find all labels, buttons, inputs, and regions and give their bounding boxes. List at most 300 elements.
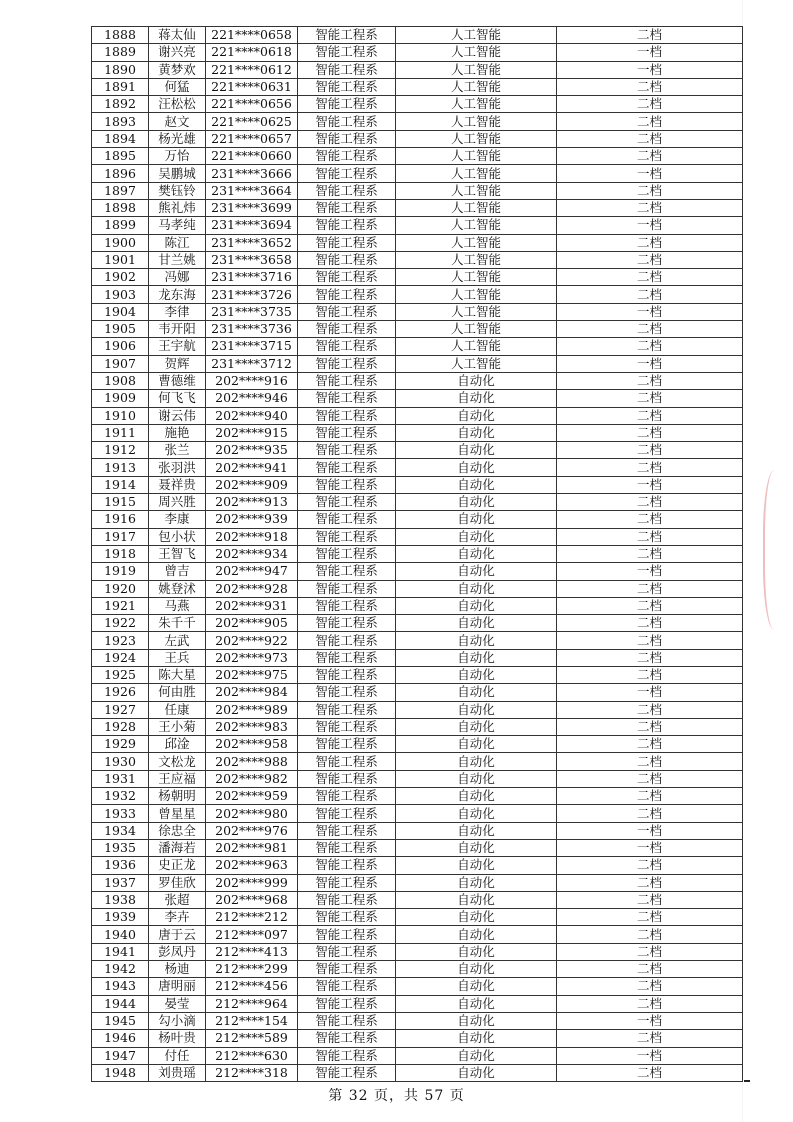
serial-number-cell: 1901 [92, 251, 149, 268]
department-cell: 智能工程系 [298, 130, 396, 147]
student-id-cell: 221****0625 [206, 113, 298, 130]
major-cell: 自动化 [396, 943, 557, 960]
major-cell: 人工智能 [396, 286, 557, 303]
table-row [92, 407, 743, 424]
table-row [92, 943, 743, 960]
student-id-cell: 202****934 [206, 545, 298, 562]
major-cell: 自动化 [396, 891, 557, 908]
grade-level-cell: 二档 [557, 909, 743, 926]
grade-level-cell: 二档 [557, 597, 743, 614]
table-row [92, 1064, 743, 1081]
table-row [92, 424, 743, 441]
major-cell: 人工智能 [396, 148, 557, 165]
grade-level-cell: 二档 [557, 545, 743, 562]
grade-level-cell: 二档 [557, 234, 743, 251]
grade-level-cell: 二档 [557, 632, 743, 649]
grade-level-cell: 二档 [557, 857, 743, 874]
serial-number-cell: 1888 [92, 27, 149, 44]
serial-number-cell: 1913 [92, 459, 149, 476]
table-row [92, 234, 743, 251]
student-id-cell: 202****916 [206, 372, 298, 389]
serial-number-cell: 1925 [92, 666, 149, 683]
page-number-footer: 第 32 页，共 57 页 [328, 1088, 465, 1104]
student-id-cell: 231****3652 [206, 234, 298, 251]
major-cell: 自动化 [396, 442, 557, 459]
grade-level-cell: 二档 [557, 511, 743, 528]
department-cell: 智能工程系 [298, 442, 396, 459]
department-cell: 智能工程系 [298, 978, 396, 995]
grade-level-cell: 二档 [557, 649, 743, 666]
table-row [92, 839, 743, 856]
department-cell: 智能工程系 [298, 61, 396, 78]
serial-number-cell: 1943 [92, 978, 149, 995]
major-cell: 人工智能 [396, 321, 557, 338]
table-row [92, 494, 743, 511]
major-cell: 自动化 [396, 476, 557, 493]
grade-level-cell: 二档 [557, 130, 743, 147]
serial-number-cell: 1891 [92, 78, 149, 95]
student-id-cell: 231****3726 [206, 286, 298, 303]
serial-number-cell: 1907 [92, 355, 149, 372]
student-name-cell: 唐明丽 [149, 978, 206, 995]
student-name-cell: 杨光雄 [149, 130, 206, 147]
student-id-cell: 202****935 [206, 442, 298, 459]
student-id-cell: 202****983 [206, 718, 298, 735]
major-cell: 自动化 [396, 563, 557, 580]
grade-level-cell: 二档 [557, 113, 743, 130]
student-name-cell: 包小状 [149, 528, 206, 545]
student-name-cell: 杨叶贵 [149, 1030, 206, 1047]
student-name-cell: 何猛 [149, 78, 206, 95]
grade-level-cell: 二档 [557, 961, 743, 978]
table-row [92, 545, 743, 562]
student-id-cell: 231****3736 [206, 321, 298, 338]
grade-level-cell: 二档 [557, 96, 743, 113]
student-name-cell: 王兵 [149, 649, 206, 666]
major-cell: 人工智能 [396, 303, 557, 320]
grade-level-cell: 二档 [557, 372, 743, 389]
grade-level-cell: 一档 [557, 355, 743, 372]
student-id-cell: 202****909 [206, 476, 298, 493]
grade-level-cell: 二档 [557, 978, 743, 995]
department-cell: 智能工程系 [298, 251, 396, 268]
department-cell: 智能工程系 [298, 182, 396, 199]
serial-number-cell: 1946 [92, 1030, 149, 1047]
serial-number-cell: 1890 [92, 61, 149, 78]
grade-level-cell: 一档 [557, 1012, 743, 1029]
student-id-cell: 231****3658 [206, 251, 298, 268]
student-id-cell: 202****915 [206, 424, 298, 441]
major-cell: 人工智能 [396, 78, 557, 95]
student-name-cell: 谢云伟 [149, 407, 206, 424]
department-cell: 智能工程系 [298, 1064, 396, 1081]
table-row [92, 165, 743, 182]
student-id-cell: 221****0612 [206, 61, 298, 78]
table-row [92, 476, 743, 493]
student-name-cell: 周兴胜 [149, 494, 206, 511]
student-name-cell: 任康 [149, 701, 206, 718]
table-row [92, 459, 743, 476]
department-cell: 智能工程系 [298, 390, 396, 407]
table-row [92, 217, 743, 234]
student-id-cell: 202****963 [206, 857, 298, 874]
student-name-cell: 李律 [149, 303, 206, 320]
major-cell: 自动化 [396, 701, 557, 718]
department-cell: 智能工程系 [298, 321, 396, 338]
serial-number-cell: 1924 [92, 649, 149, 666]
serial-number-cell: 1903 [92, 286, 149, 303]
student-id-cell: 202****982 [206, 770, 298, 787]
major-cell: 自动化 [396, 372, 557, 389]
serial-number-cell: 1936 [92, 857, 149, 874]
student-id-cell: 231****3699 [206, 199, 298, 216]
table-row [92, 822, 743, 839]
department-cell: 智能工程系 [298, 909, 396, 926]
department-cell: 智能工程系 [298, 27, 396, 44]
major-cell: 自动化 [396, 511, 557, 528]
department-cell: 智能工程系 [298, 926, 396, 943]
grade-level-cell: 一档 [557, 822, 743, 839]
serial-number-cell: 1909 [92, 390, 149, 407]
grade-level-cell: 二档 [557, 459, 743, 476]
table-row [92, 286, 743, 303]
major-cell: 人工智能 [396, 182, 557, 199]
student-name-cell: 吴鹏城 [149, 165, 206, 182]
grade-level-cell: 二档 [557, 874, 743, 891]
student-id-cell: 202****959 [206, 788, 298, 805]
grade-level-cell: 二档 [557, 321, 743, 338]
serial-number-cell: 1937 [92, 874, 149, 891]
student-id-cell: 202****981 [206, 839, 298, 856]
grade-level-cell: 二档 [557, 891, 743, 908]
table-row [92, 753, 743, 770]
student-name-cell: 聂祥贵 [149, 476, 206, 493]
student-name-cell: 付任 [149, 1047, 206, 1064]
student-name-cell: 曾星星 [149, 805, 206, 822]
department-cell: 智能工程系 [298, 372, 396, 389]
table-row [92, 632, 743, 649]
grade-level-cell: 二档 [557, 753, 743, 770]
grade-level-cell: 二档 [557, 407, 743, 424]
table-row [92, 718, 743, 735]
student-name-cell: 王应福 [149, 770, 206, 787]
table-row [92, 182, 743, 199]
student-id-cell: 202****980 [206, 805, 298, 822]
major-cell: 自动化 [396, 909, 557, 926]
table-row [92, 874, 743, 891]
major-cell: 人工智能 [396, 234, 557, 251]
student-id-cell: 221****0660 [206, 148, 298, 165]
student-name-cell: 王智飞 [149, 545, 206, 562]
serial-number-cell: 1899 [92, 217, 149, 234]
major-cell: 人工智能 [396, 251, 557, 268]
student-id-cell: 231****3715 [206, 338, 298, 355]
student-name-cell: 罗佳欣 [149, 874, 206, 891]
serial-number-cell: 1935 [92, 839, 149, 856]
serial-number-cell: 1918 [92, 545, 149, 562]
serial-number-cell: 1914 [92, 476, 149, 493]
major-cell: 自动化 [396, 736, 557, 753]
department-cell: 智能工程系 [298, 1030, 396, 1047]
student-name-cell: 何由胜 [149, 684, 206, 701]
student-id-cell: 231****3664 [206, 182, 298, 199]
table-row [92, 995, 743, 1012]
major-cell: 自动化 [396, 649, 557, 666]
table-row [92, 44, 743, 61]
major-cell: 自动化 [396, 615, 557, 632]
department-cell: 智能工程系 [298, 822, 396, 839]
major-cell: 人工智能 [396, 96, 557, 113]
table-row [92, 649, 743, 666]
department-cell: 智能工程系 [298, 1012, 396, 1029]
student-id-cell: 202****984 [206, 684, 298, 701]
student-id-cell: 202****918 [206, 528, 298, 545]
table-row [92, 857, 743, 874]
student-name-cell: 勾小滴 [149, 1012, 206, 1029]
grade-level-cell: 二档 [557, 494, 743, 511]
table-row [92, 61, 743, 78]
student-name-cell: 左武 [149, 632, 206, 649]
table-row [92, 130, 743, 147]
table-row [92, 390, 743, 407]
serial-number-cell: 1904 [92, 303, 149, 320]
department-cell: 智能工程系 [298, 615, 396, 632]
student-name-cell: 潘海若 [149, 839, 206, 856]
department-cell: 智能工程系 [298, 528, 396, 545]
student-name-cell: 何飞飞 [149, 390, 206, 407]
major-cell: 自动化 [396, 1064, 557, 1081]
student-name-cell: 文松龙 [149, 753, 206, 770]
student-id-cell: 202****947 [206, 563, 298, 580]
table-row [92, 148, 743, 165]
grade-level-cell: 二档 [557, 338, 743, 355]
table-row [92, 891, 743, 908]
department-cell: 智能工程系 [298, 788, 396, 805]
grade-level-cell: 二档 [557, 182, 743, 199]
major-cell: 自动化 [396, 718, 557, 735]
serial-number-cell: 1902 [92, 269, 149, 286]
student-id-cell: 212****212 [206, 909, 298, 926]
student-id-cell: 212****456 [206, 978, 298, 995]
student-id-cell: 202****928 [206, 580, 298, 597]
table-row [92, 269, 743, 286]
serial-number-cell: 1898 [92, 199, 149, 216]
student-id-cell: 202****989 [206, 701, 298, 718]
student-id-cell: 202****968 [206, 891, 298, 908]
student-id-cell: 202****939 [206, 511, 298, 528]
student-name-cell: 谢兴亮 [149, 44, 206, 61]
student-id-cell: 202****958 [206, 736, 298, 753]
department-cell: 智能工程系 [298, 424, 396, 441]
major-cell: 人工智能 [396, 113, 557, 130]
student-id-cell: 202****913 [206, 494, 298, 511]
grade-level-cell: 二档 [557, 424, 743, 441]
serial-number-cell: 1938 [92, 891, 149, 908]
department-cell: 智能工程系 [298, 736, 396, 753]
table-row [92, 338, 743, 355]
student-id-cell: 221****0618 [206, 44, 298, 61]
table-row [92, 805, 743, 822]
student-name-cell: 杨迪 [149, 961, 206, 978]
grade-level-cell: 一档 [557, 44, 743, 61]
department-cell: 智能工程系 [298, 355, 396, 372]
serial-number-cell: 1919 [92, 563, 149, 580]
department-cell: 智能工程系 [298, 961, 396, 978]
student-name-cell: 朱千千 [149, 615, 206, 632]
major-cell: 自动化 [396, 857, 557, 874]
serial-number-cell: 1934 [92, 822, 149, 839]
grade-level-cell: 二档 [557, 770, 743, 787]
department-cell: 智能工程系 [298, 753, 396, 770]
serial-number-cell: 1920 [92, 580, 149, 597]
margin-mark [744, 1080, 750, 1082]
table-row [92, 96, 743, 113]
student-name-cell: 马孝纯 [149, 217, 206, 234]
student-name-cell: 韦开阳 [149, 321, 206, 338]
student-name-cell: 李卉 [149, 909, 206, 926]
table-row [92, 701, 743, 718]
department-cell: 智能工程系 [298, 770, 396, 787]
department-cell: 智能工程系 [298, 303, 396, 320]
serial-number-cell: 1923 [92, 632, 149, 649]
grade-level-cell: 二档 [557, 788, 743, 805]
student-name-cell: 王小菊 [149, 718, 206, 735]
department-cell: 智能工程系 [298, 545, 396, 562]
department-cell: 智能工程系 [298, 338, 396, 355]
student-id-cell: 202****988 [206, 753, 298, 770]
student-id-cell: 221****0657 [206, 130, 298, 147]
student-id-cell: 202****922 [206, 632, 298, 649]
major-cell: 自动化 [396, 822, 557, 839]
serial-number-cell: 1910 [92, 407, 149, 424]
table-row [92, 528, 743, 545]
grade-level-cell: 一档 [557, 563, 743, 580]
major-cell: 自动化 [396, 390, 557, 407]
table-row [92, 321, 743, 338]
major-cell: 自动化 [396, 528, 557, 545]
grade-level-cell: 二档 [557, 442, 743, 459]
student-name-cell: 邱淦 [149, 736, 206, 753]
department-cell: 智能工程系 [298, 286, 396, 303]
table-row [92, 355, 743, 372]
serial-number-cell: 1915 [92, 494, 149, 511]
table-row [92, 251, 743, 268]
major-cell: 自动化 [396, 753, 557, 770]
student-name-cell: 万怡 [149, 148, 206, 165]
major-cell: 自动化 [396, 978, 557, 995]
serial-number-cell: 1940 [92, 926, 149, 943]
grade-level-cell: 二档 [557, 199, 743, 216]
table-row [92, 961, 743, 978]
serial-number-cell: 1931 [92, 770, 149, 787]
grade-level-cell: 二档 [557, 718, 743, 735]
department-cell: 智能工程系 [298, 44, 396, 61]
student-id-cell: 212****630 [206, 1047, 298, 1064]
student-name-cell: 王宇航 [149, 338, 206, 355]
table-row [92, 926, 743, 943]
department-cell: 智能工程系 [298, 96, 396, 113]
student-id-cell: 202****931 [206, 597, 298, 614]
department-cell: 智能工程系 [298, 148, 396, 165]
student-name-cell: 徐忠全 [149, 822, 206, 839]
grade-level-cell: 二档 [557, 995, 743, 1012]
table-row [92, 597, 743, 614]
grade-level-cell: 一档 [557, 165, 743, 182]
department-cell: 智能工程系 [298, 407, 396, 424]
student-name-cell: 曹德维 [149, 372, 206, 389]
serial-number-cell: 1947 [92, 1047, 149, 1064]
major-cell: 自动化 [396, 770, 557, 787]
department-cell: 智能工程系 [298, 459, 396, 476]
serial-number-cell: 1916 [92, 511, 149, 528]
department-cell: 智能工程系 [298, 78, 396, 95]
department-cell: 智能工程系 [298, 113, 396, 130]
grade-level-cell: 二档 [557, 1030, 743, 1047]
serial-number-cell: 1892 [92, 96, 149, 113]
table-row [92, 666, 743, 683]
serial-number-cell: 1908 [92, 372, 149, 389]
department-cell: 智能工程系 [298, 234, 396, 251]
major-cell: 自动化 [396, 1047, 557, 1064]
serial-number-cell: 1939 [92, 909, 149, 926]
serial-number-cell: 1911 [92, 424, 149, 441]
serial-number-cell: 1933 [92, 805, 149, 822]
serial-number-cell: 1928 [92, 718, 149, 735]
table-row [92, 1030, 743, 1047]
department-cell: 智能工程系 [298, 666, 396, 683]
major-cell: 人工智能 [396, 61, 557, 78]
grade-level-cell: 二档 [557, 805, 743, 822]
student-name-cell: 蒋太仙 [149, 27, 206, 44]
major-cell: 自动化 [396, 874, 557, 891]
student-id-cell: 231****3712 [206, 355, 298, 372]
student-id-cell: 202****905 [206, 615, 298, 632]
department-cell: 智能工程系 [298, 943, 396, 960]
student-name-cell: 樊钰铃 [149, 182, 206, 199]
grade-level-cell: 二档 [557, 580, 743, 597]
major-cell: 自动化 [396, 839, 557, 856]
student-id-cell: 202****940 [206, 407, 298, 424]
serial-number-cell: 1929 [92, 736, 149, 753]
student-id-cell: 212****589 [206, 1030, 298, 1047]
roster-table-body [92, 27, 743, 1082]
department-cell: 智能工程系 [298, 995, 396, 1012]
major-cell: 自动化 [396, 788, 557, 805]
grade-level-cell: 二档 [557, 148, 743, 165]
roster-table [91, 26, 743, 1082]
student-name-cell: 张超 [149, 891, 206, 908]
grade-level-cell: 二档 [557, 666, 743, 683]
student-id-cell: 212****154 [206, 1012, 298, 1029]
serial-number-cell: 1912 [92, 442, 149, 459]
table-row [92, 442, 743, 459]
serial-number-cell: 1893 [92, 113, 149, 130]
student-name-cell: 姚登沭 [149, 580, 206, 597]
table-row [92, 372, 743, 389]
major-cell: 自动化 [396, 545, 557, 562]
student-id-cell: 202****941 [206, 459, 298, 476]
grade-level-cell: 二档 [557, 528, 743, 545]
department-cell: 智能工程系 [298, 805, 396, 822]
major-cell: 自动化 [396, 684, 557, 701]
table-row [92, 615, 743, 632]
department-cell: 智能工程系 [298, 217, 396, 234]
department-cell: 智能工程系 [298, 874, 396, 891]
major-cell: 人工智能 [396, 199, 557, 216]
department-cell: 智能工程系 [298, 476, 396, 493]
student-name-cell: 曾吉 [149, 563, 206, 580]
student-name-cell: 黄梦欢 [149, 61, 206, 78]
